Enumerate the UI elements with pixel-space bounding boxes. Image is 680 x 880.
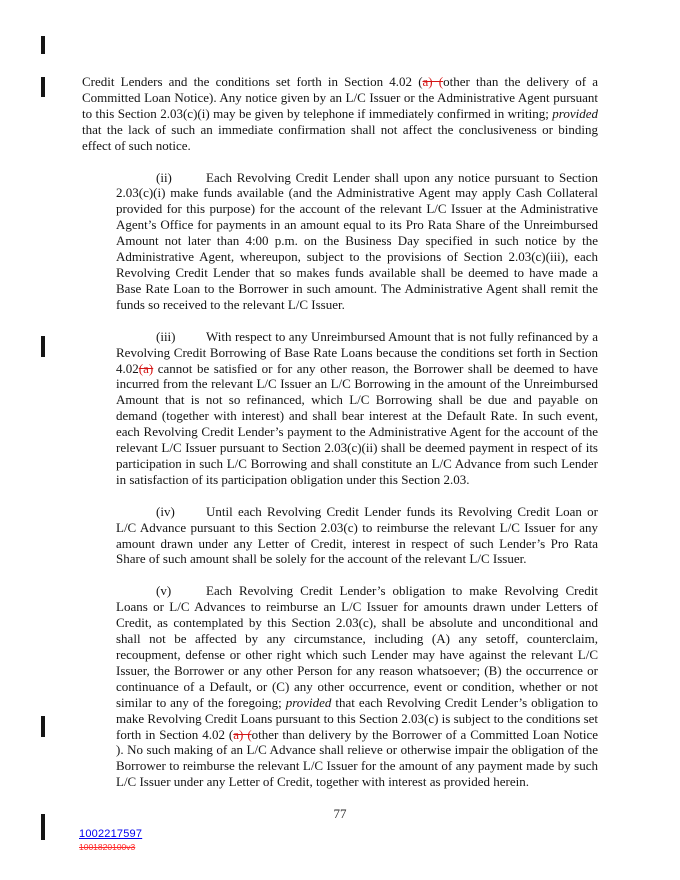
paragraph-label: (iii) (156, 328, 176, 344)
doc-id-prior-stamp: 1001820100v3 (79, 842, 136, 852)
text-run: Each Revolving Credit Lender’s obligation to make Revolving Credit Loans or L/C Advances to reimburse an L/C Issuer for amounts drawn under Letters of Credit, as contemplated by this Section 2.03(c), shall be absolute and unconditional and shall not be affected by any circumstance, including (A) any setoff, counterclaim, recoupment, defense or other right which such Lender may have against the relevant L/C Issuer, the Borrower or any other Person for any reason whatsoever; (B) the occurrence or continuance of a Default, or (C) any other occurrence, event or condition, whether or not similar to any of the foregoing; (116, 583, 598, 710)
paragraph-2-03-c-iii (116, 329, 598, 488)
text-run: With respect to any Unreimbursed Amount that is not fully refinanced by a Revolving Credit Borrowing of Base Rate Loans because the conditions set forth in Section 4.02 (116, 328, 598, 376)
redline-deletion: a) ( (233, 726, 252, 742)
text-run: that the lack of such an immediate confirmation shall not affect the conclusiveness or binding effect of such notice. (82, 121, 598, 153)
text-run: provided (285, 694, 332, 710)
doc-id-stamp: 1002217597 (79, 828, 143, 840)
text-run: Each Revolving Credit Lender shall upon any notice pursuant to Section 2.03(c)(i) make funds available (and the Administrative Agent may apply Cash Collateral provided for this purpose) for the account of the relevant L/C Issuer at the Administrative Agent’s Office for payments in an amount equal to its Pro Rata Share of the Unreimbursed Amount not later than 4:00 p.m. on the Business Day specified in such notice by the Administrative Agent, whereupon, subject to the provisions of Section 2.03(c)(iii), each Revolving Credit Lender that so makes funds available shall be deemed to have made a Base Rate Loan to the Borrower in such amount. The Administrative Agent shall remit the funds so received to the relevant L/C Issuer. (116, 169, 598, 312)
text-run: provided (552, 105, 598, 121)
redline-deletion: (a) (138, 360, 154, 376)
text-run: other than delivery by the Borrower of a Committed Loan Notice ). No such making of an L/C Advance shall relieve or otherwise impair the obligation of the Borrower to reimburse the relevant L/C Issuer for the amount of any payment made by such L/C Issuer under any Letter of Credit, together with interest as provided herein. (116, 726, 598, 790)
change-bar (41, 716, 45, 737)
change-bar (41, 36, 45, 54)
change-bar (41, 77, 45, 97)
paragraph-label: (v) (156, 583, 172, 599)
paragraph-label: (iv) (156, 503, 175, 519)
text-run: Credit Lenders and the conditions set forth in Section 4.02 ( (82, 74, 423, 89)
text-run: that each Revolving Credit Lender’s obligation to make Revolving Credit Loans pursuant to this Section 2.03(c) is subject to the conditions set forth in Section 4.02 ( (116, 694, 599, 742)
paragraph-2-03-c-iv (116, 504, 598, 568)
change-bar (41, 336, 45, 357)
text-run: cannot be satisfied or for any other reason, the Borrower shall be deemed to have incurred from the relevant L/C Issuer an L/C Borrowing in the amount of the Unreimbursed Amount that is not so refinanced, which L/C Borrowing shall be due and payable on demand (together with interest) and shall bear interest at the Default Rate. In such event, each Revolving Credit Lender’s payment to the Administrative Agent for the account of the relevant L/C Issuer pursuant to Section 2.03(c)(ii) shall be deemed payment in respect of its participation in such L/C Borrowing and shall constitute an L/C Advance from such Lender in satisfaction of its participation obligation under this Section 2.03. (116, 360, 598, 487)
text-run: Until each Revolving Credit Lender funds its Revolving Credit Loan or L/C Advance pursuant to this Section 2.03(c) to reimburse the relevant L/C Issuer for any amount drawn under any Letter of Credit, interest in respect of such Lender’s Pro Rata Share of such amount shall be solely for the account of the relevant L/C Issuer. (116, 503, 598, 567)
document-body (82, 74, 598, 790)
paragraph-2-03-c-ii (116, 170, 598, 313)
paragraph-label: (ii) (156, 169, 172, 185)
page-number: 77 (333, 806, 347, 821)
paragraph-2-03-c-v (116, 583, 598, 790)
paragraph-2-03-c-i-continuation (82, 74, 598, 154)
text-run: other than the delivery of a Committed Loan Notice). Any notice given by an L/C Issuer or the Administrative Agent pursuant to this Section 2.03(c)(i) may be given by telephone if immediately confirmed in writing; (82, 74, 598, 121)
redline-deletion: a) ( (422, 74, 444, 89)
